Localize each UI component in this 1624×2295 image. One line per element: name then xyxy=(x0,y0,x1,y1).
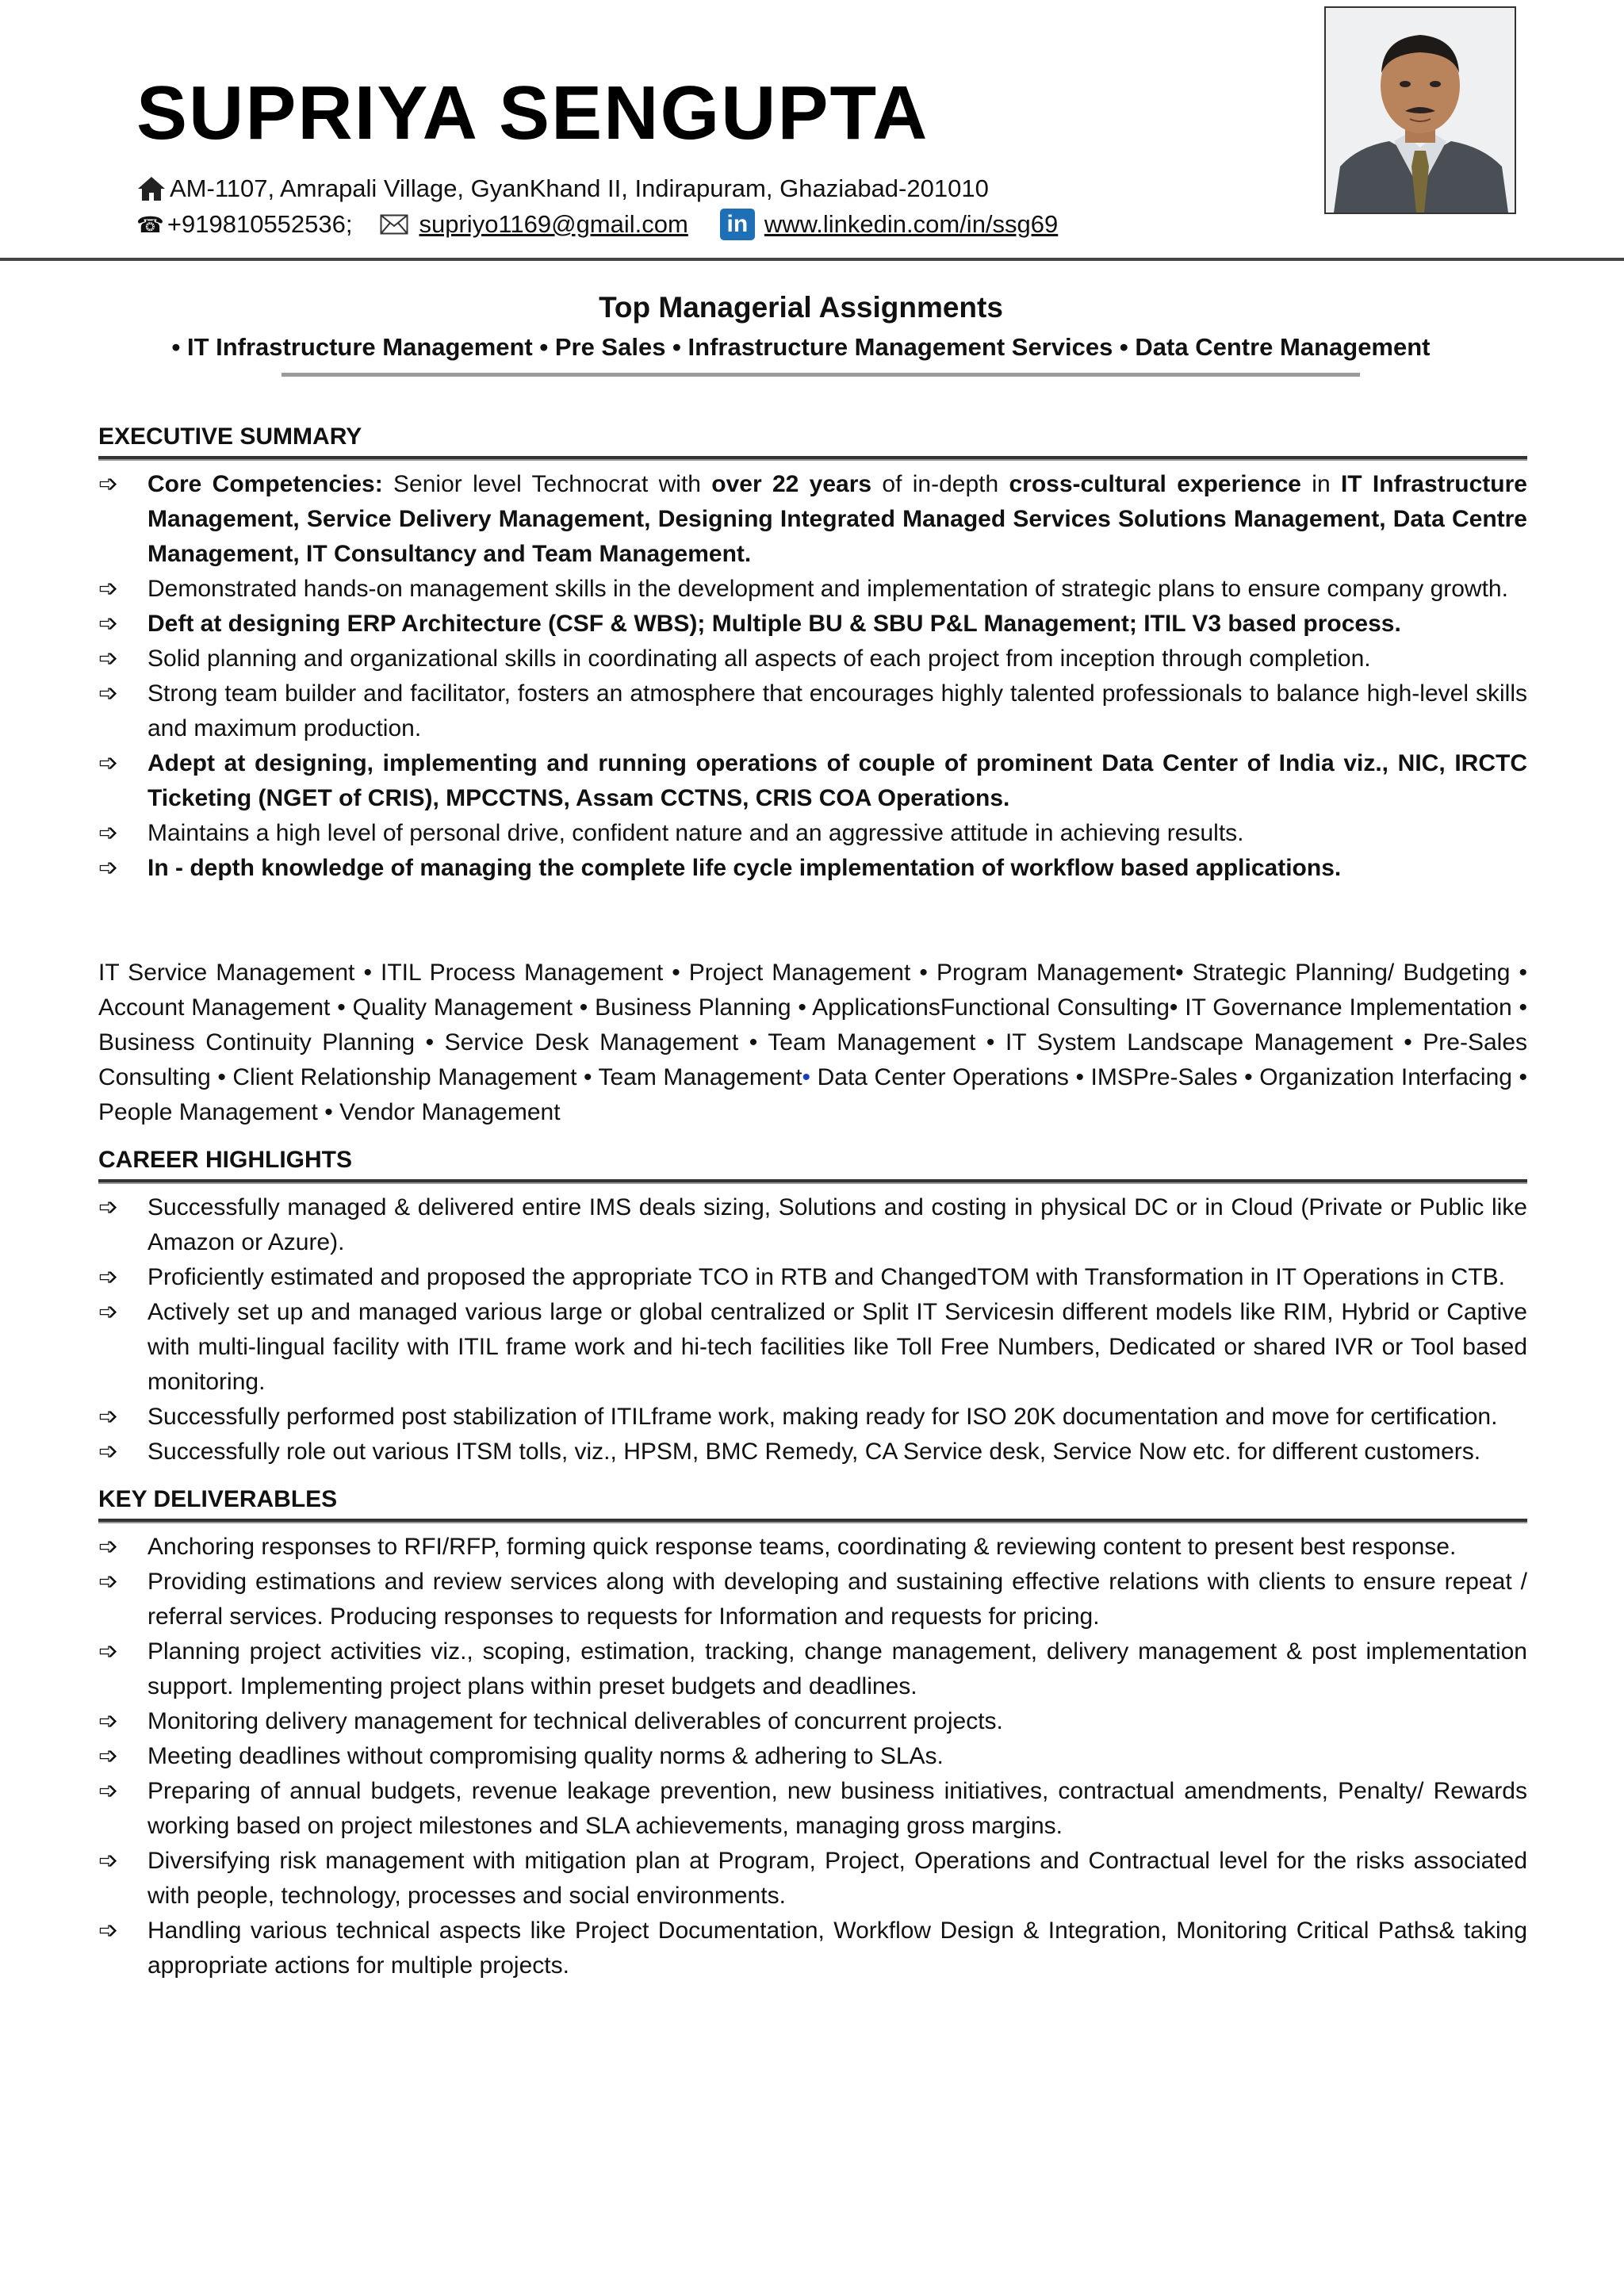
list-item: ➩ Proficiently estimated and proposed the appropriate TCO in RTB and ChangedTOM with Transformation in IT Operations in CTB. xyxy=(98,1260,1527,1295)
mail-icon xyxy=(380,214,408,235)
section-divider xyxy=(98,1519,1527,1523)
arrow-icon: ➩ xyxy=(98,1193,119,1221)
executive-summary-list xyxy=(98,467,1527,886)
skills-text-continued: Data Center Operations • IMSPre-Sales • Organization Interfacing • People Management • Vendor Management xyxy=(98,1064,1528,1125)
list-item: ➩ Successfully role out various ITSM tolls, viz., HPSM, BMC Remedy, CA Service desk, Service Now etc. for different customers. xyxy=(98,1435,1527,1469)
arrow-icon: ➩ xyxy=(98,1438,119,1466)
arrow-icon: ➩ xyxy=(98,819,119,847)
list-item: ➩ Anchoring responses to RFI/RFP, forming quick response teams, coordinating & reviewing content to present best response. xyxy=(98,1530,1527,1565)
arrow-icon: ➩ xyxy=(98,645,119,672)
home-icon xyxy=(136,175,167,202)
text-run: Maintains a high level of personal drive, confident nature and an aggressive attitude in achieving results. xyxy=(147,820,1244,846)
list-item: ➩ Monitoring delivery management for technical deliverables of concurrent projects. xyxy=(98,1704,1527,1739)
text-run: In - depth knowledge of managing the complete life cycle implementation of workflow based applications. xyxy=(147,855,1342,881)
text-run: over 22 years xyxy=(711,471,872,497)
contact-line xyxy=(136,209,1058,240)
list-item xyxy=(98,851,1527,886)
linkedin-link[interactable]: www.linkedin.com/in/ssg69 xyxy=(764,210,1059,238)
executive-summary-heading: EXECUTIVE SUMMARY xyxy=(98,423,362,450)
arrow-icon: ➩ xyxy=(98,575,119,603)
list-item: ➩ Successfully performed post stabilization of ITILframe work, making ready for ISO 20K documentation and move for certification. xyxy=(98,1400,1527,1435)
list-item xyxy=(98,642,1527,676)
list-item xyxy=(98,746,1527,816)
list-item: ➩ Planning project activities viz., scoping, estimation, tracking, change management, delivery management & post implementation support. Implementing project plans within preset budgets and deadlines. xyxy=(98,1634,1527,1704)
skills-text: IT Service Management • ITIL Process Management • Project Management • Program Management• Strategic Planning/ Budgeting • Account Management • Quality Management • Business Planning • ApplicationsFunctional Consulting• IT Governance Implementation • Business Continuity Planning • Service Desk Management • Team Management • IT System Landscape Management • Pre-Sales Consulting • Client Relationship Management • Team Management xyxy=(98,960,1527,1090)
header-divider xyxy=(0,258,1624,261)
text-run: Senior level Technocrat with xyxy=(382,471,712,497)
key-deliverables-list xyxy=(98,1530,1527,1983)
arrow-icon: ➩ xyxy=(98,1638,119,1665)
arrow-icon: ➩ xyxy=(98,1403,119,1431)
list-item xyxy=(98,676,1527,746)
arrow-icon: ➩ xyxy=(98,1533,119,1561)
skills-separator: • xyxy=(802,1064,811,1090)
skills-paragraph xyxy=(98,956,1527,1130)
arrow-icon: ➩ xyxy=(98,1847,119,1875)
arrow-icon: ➩ xyxy=(98,749,119,777)
list-item xyxy=(98,572,1527,607)
text-run: Strong team builder and facilitator, fosters an atmosphere that encourages highly talented professionals to balance high-level skills and maximum production. xyxy=(147,680,1527,741)
text-run: Deft at designing ERP Architecture (CSF & WBS); Multiple BU & SBU P&L Management; ITIL V3 based process. xyxy=(147,611,1401,637)
list-item: ➩ Handling various technical aspects like Project Documentation, Workflow Design & Integration, Monitoring Critical Paths& taking appropriate actions for multiple projects. xyxy=(98,1914,1527,1983)
arrow-icon: ➩ xyxy=(98,1298,119,1326)
list-item: ➩ Diversifying risk management with mitigation plan at Program, Project, Operations and Contractual level for the risks associated with people, technology, processes and social environments. xyxy=(98,1844,1527,1914)
section-divider xyxy=(98,456,1527,461)
address-text: AM-1107, Amrapali Village, GyanKhand II, Indirapuram, Ghaziabad-201010 xyxy=(170,174,989,202)
list-item: ➩ Successfully managed & delivered entire IMS deals sizing, Solutions and costing in physical DC or in Cloud (Private or Public like Amazon or Azure). xyxy=(98,1190,1527,1260)
arrow-icon: ➩ xyxy=(98,1777,119,1805)
candidate-name: SUPRIYA SENGUPTA xyxy=(136,71,929,155)
arrow-icon: ➩ xyxy=(98,680,119,707)
arrow-icon: ➩ xyxy=(98,854,119,882)
career-highlights-list xyxy=(98,1190,1527,1469)
text-run: Demonstrated hands-on management skills in the development and implementation of strategic plans to ensure company growth. xyxy=(147,576,1508,602)
arrow-icon: ➩ xyxy=(98,1707,119,1735)
section-divider xyxy=(98,1179,1527,1184)
list-item xyxy=(98,816,1527,851)
list-item: ➩ Preparing of annual budgets, revenue leakage prevention, new business initiatives, contractual amendments, Penalty/ Rewards working based on project milestones and SLA achievements, managing gross margins. xyxy=(98,1774,1527,1844)
top-assignments-subtitle: • IT Infrastructure Management • Pre Sales • Infrastructure Management Services • Data Centre Management xyxy=(171,333,1431,361)
arrow-icon: ➩ xyxy=(98,610,119,638)
text-run: Solid planning and organizational skills in coordinating all aspects of each project from inception through completion. xyxy=(147,646,1371,672)
top-assignments-divider xyxy=(282,373,1360,377)
arrow-icon: ➩ xyxy=(98,1917,119,1944)
arrow-icon: ➩ xyxy=(98,1568,119,1596)
email-link[interactable]: supriyo1169@gmail.com xyxy=(419,210,688,238)
text-run: in xyxy=(1300,471,1341,497)
text-run: cross-cultural experience xyxy=(1009,471,1301,497)
top-assignments-title: Top Managerial Assignments xyxy=(599,291,1003,324)
text-run: IT Infrastructure Management, Service Delivery Management, Designing Integrated Managed Services Solutions Management, Data Centre Management, IT Consultancy and Team Management. xyxy=(147,471,1527,567)
list-item: ➩ Actively set up and managed various large or global centralized or Split IT Servicesin different models like RIM, Hybrid or Captive with multi-lingual facility with ITIL frame work and hi-tech facilities like Toll Free Numbers, Dedicated or shared IVR or Tool based monitoring. xyxy=(98,1295,1527,1400)
list-item xyxy=(98,467,1527,572)
arrow-icon: ➩ xyxy=(98,1742,119,1770)
list-item: ➩ Meeting deadlines without compromising quality norms & adhering to SLAs. xyxy=(98,1739,1527,1774)
resume-header xyxy=(0,0,1624,262)
text-run: Core Competencies: xyxy=(147,471,383,497)
text-run: of in-depth xyxy=(871,471,1009,497)
phone-icon: ☎ xyxy=(136,212,164,237)
career-highlights-heading: CAREER HIGHLIGHTS xyxy=(98,1147,353,1173)
list-item xyxy=(98,607,1527,642)
phone-text: +919810552536; xyxy=(167,210,353,238)
resume-body xyxy=(98,285,1527,1983)
text-run: Adept at designing, implementing and running operations of couple of prominent Data Center of India viz., NIC, IRCTC Ticketing (NGET of CRIS), MPCCTNS, Assam CCTNS, CRIS COA Operations. xyxy=(147,750,1527,811)
key-deliverables-heading: KEY DELIVERABLES xyxy=(98,1486,338,1512)
list-item: ➩ Providing estimations and review services along with developing and sustaining effective relations with clients to ensure repeat / referral services. Producing responses to requests for Information and requests for pricing. xyxy=(98,1565,1527,1634)
arrow-icon: ➩ xyxy=(98,470,119,498)
linkedin-icon: in xyxy=(720,209,755,240)
arrow-icon: ➩ xyxy=(98,1263,119,1291)
address-line xyxy=(136,174,989,203)
profile-photo xyxy=(1324,6,1516,214)
